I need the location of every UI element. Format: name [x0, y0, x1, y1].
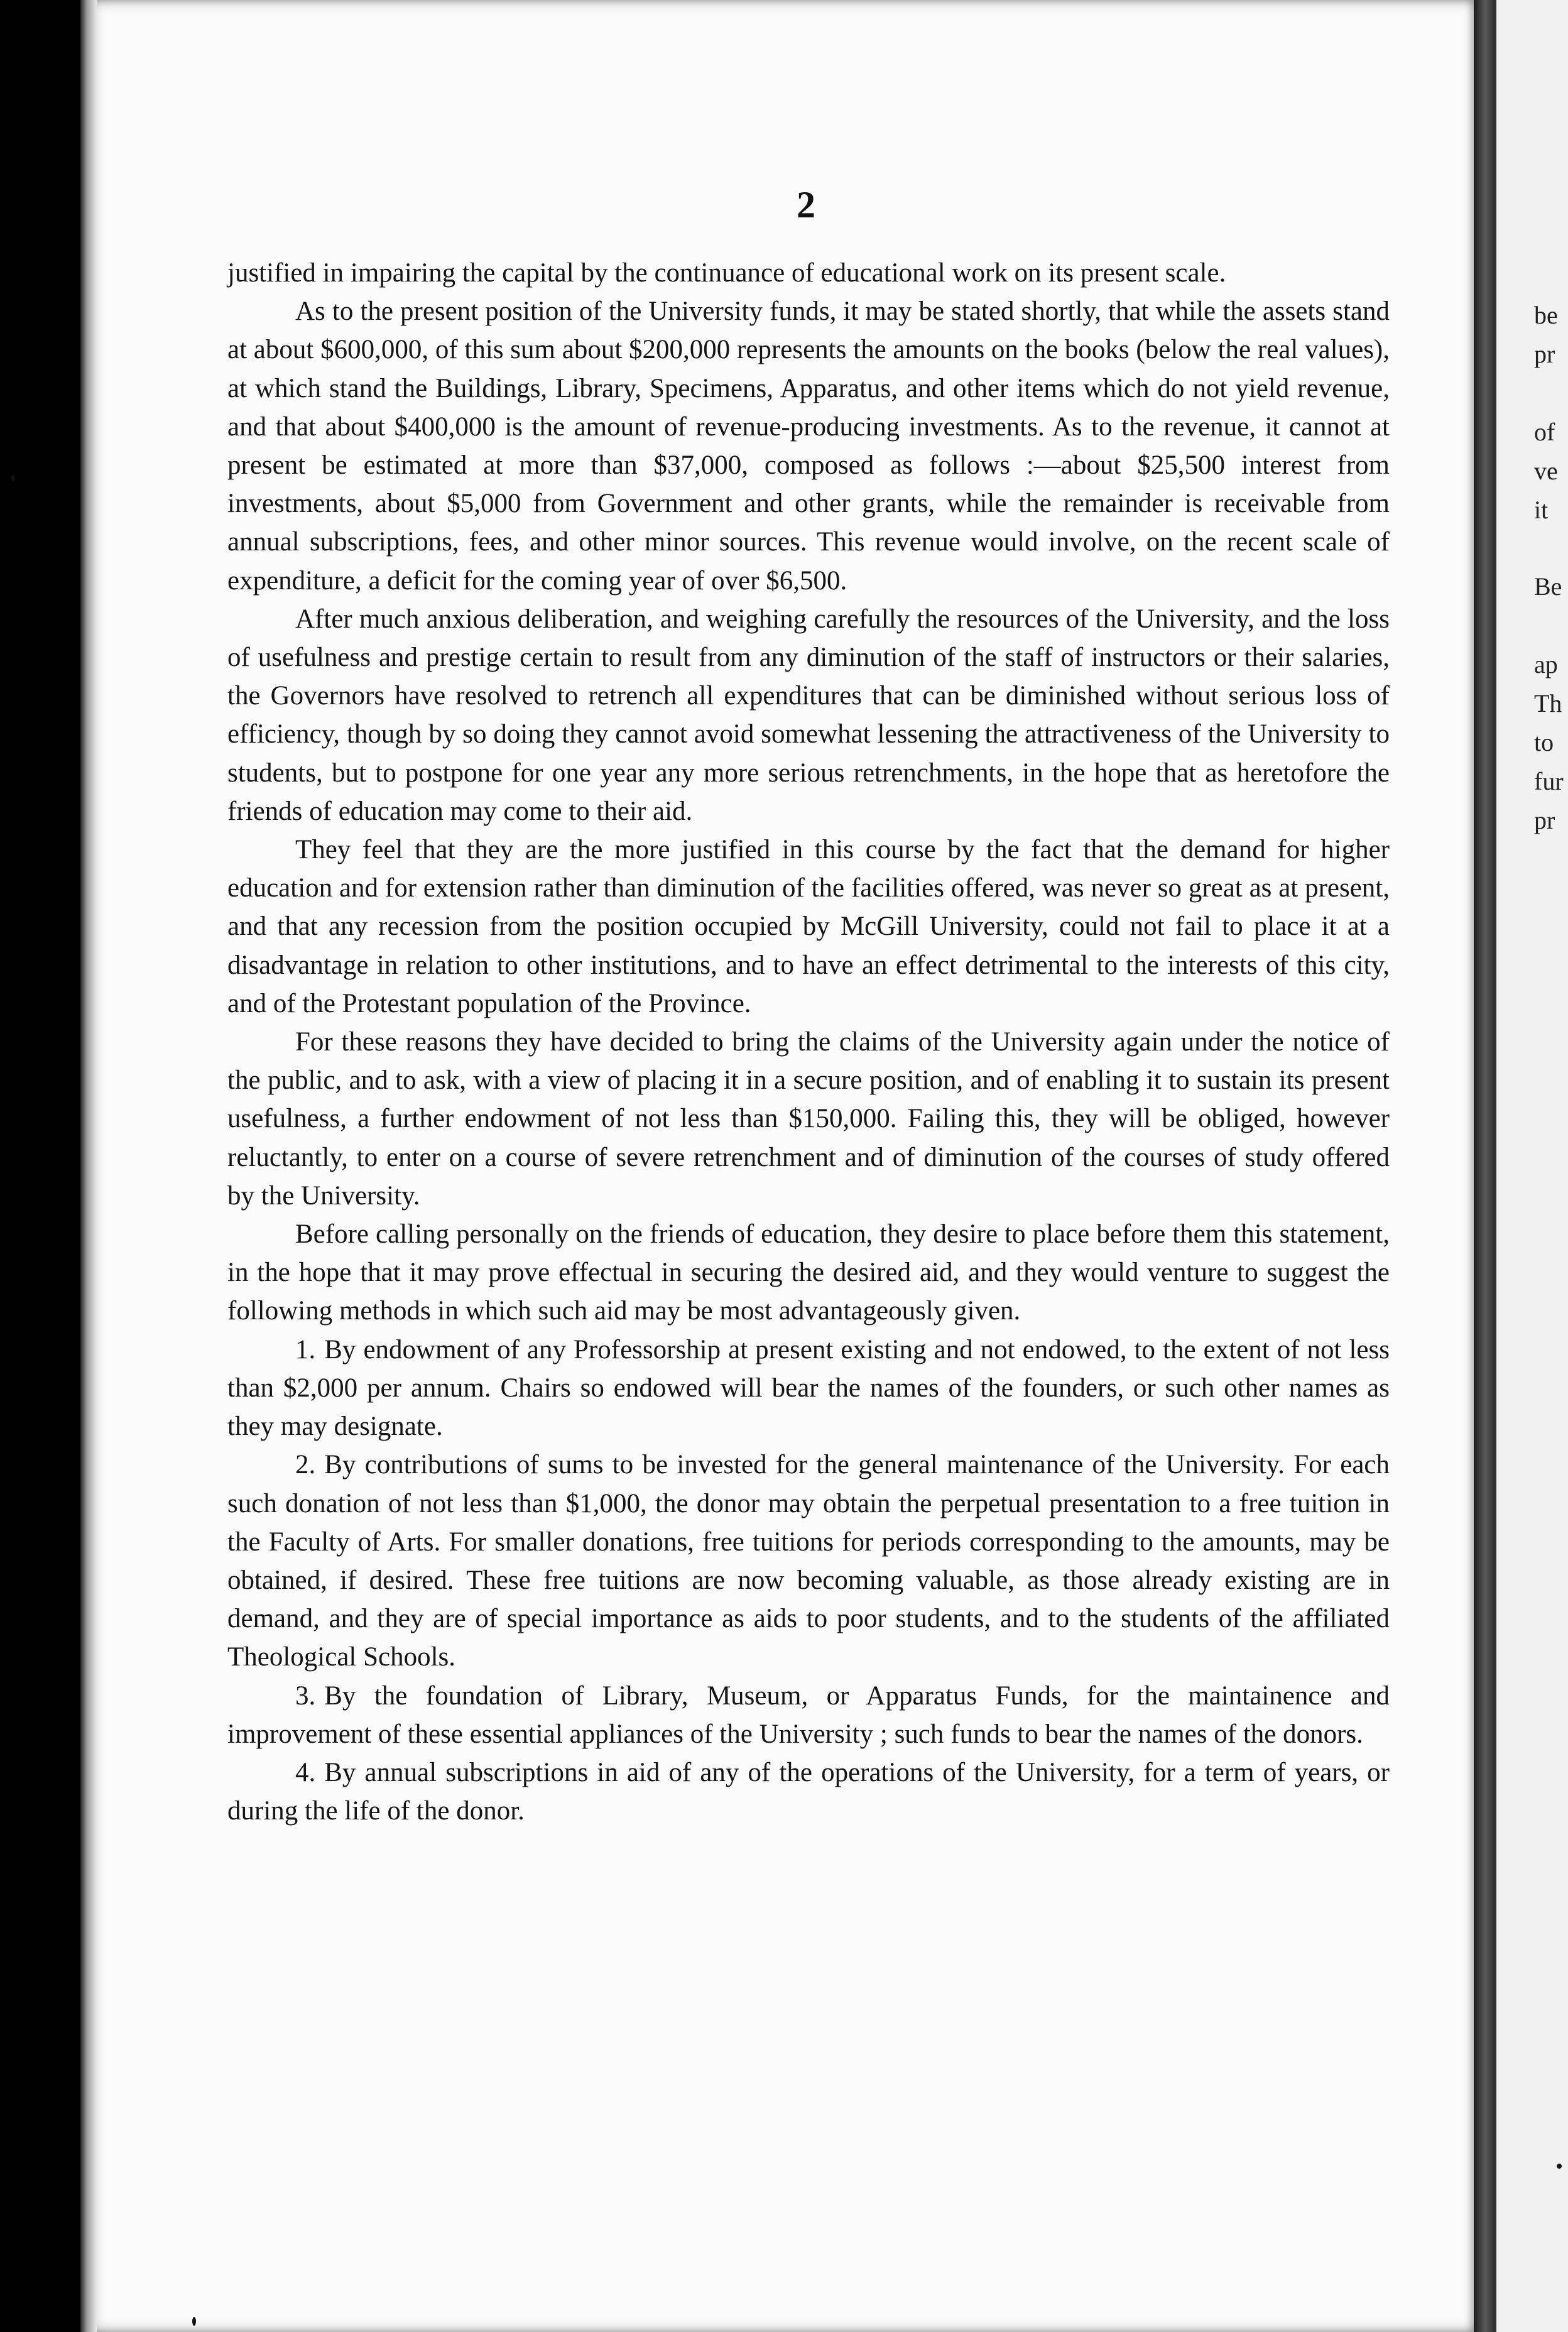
paragraph-justification: They feel that they are the more justified in this course by the fact that the demand for higher education and for extension rather than diminution of the facilities offered, was never so great as at present, and that any recession from the position occupied by McGill University, could not fail to place it at a disadvantage in relation to other institutions, and to have an effect detrimental to the interests of this city, and of the Protestant population of the Province.	[227, 835, 1390, 1018]
facing-fragment: to	[1534, 728, 1554, 756]
facing-fragment: ap	[1534, 650, 1558, 678]
paragraph-methods-intro: Before calling personally on the friends of education, they desire to place before them this statement, in the hope that it may prove effectual in securing the desired aid, and they would venture to suggest the following methods in which such aid may be most advantageously given.	[227, 1219, 1390, 1326]
facing-fragment: it	[1534, 496, 1549, 524]
method-item-number: 4.	[295, 1757, 316, 1787]
facing-fragment: be	[1534, 301, 1558, 329]
method-item-text: By annual subscriptions in aid of any of the operations of the University, for a term of years, or during the life of the donor.	[227, 1757, 1390, 1826]
method-item-number: 3.	[295, 1681, 316, 1711]
scan-speck	[192, 2317, 196, 2326]
page-body	[227, 254, 1390, 1830]
facing-fragment: ve	[1534, 457, 1558, 485]
paragraph-funds-position: As to the present position of the University funds, it may be stated shortly, that while the assets stand at about $600,000, of this sum about $200,000 represents the amounts on the books (below the real values), at which stand the Buildings, Library, Specimens, Apparatus, and other items which do not yield revenue, and that about $400,000 is the amount of revenue-producing investments. As to the revenue, it cannot at present be estimated at more than $37,000, composed as follows :—about $25,500 interest from investments, about $5,000 from Government and other grants, while the remainder is receivable from annual subscriptions, fees, and other minor sources. This revenue would involve, on the recent scale of expenditure, a deficit for the coming year of over $6,500.	[227, 297, 1390, 596]
page-binding-shadow	[80, 0, 97, 2332]
page-number: 2	[797, 184, 815, 226]
method-item-text: By the foundation of Library, Museum, or Apparatus Funds, for the maintainence and improvement of these essential appliances of the University ; such funds to bear the names of the donors.	[227, 1681, 1390, 1749]
method-item	[227, 1753, 1390, 1830]
paragraph-continuation: justified in impairing the capital by the continuance of educational work on its present scale.	[227, 258, 1226, 288]
facing-fragment: pr	[1534, 340, 1555, 368]
facing-fragment: Th	[1534, 689, 1562, 717]
facing-fragment: fur	[1534, 767, 1564, 795]
book-gutter	[1474, 0, 1496, 2332]
method-item	[227, 1331, 1390, 1446]
paragraph-endowment-request: For these reasons they have decided to bring the claims of the University again under the notice of the public, and to ask, with a view of placing it in a secure position, and of enabling it to sustain its present usefulness, a further endowment of not less than $150,000. Failing this, they will be obliged, however reluctantly, to enter on a course of severe retrenchment and of diminution of the courses of study offered by the University.	[227, 1027, 1390, 1211]
facing-fragment: pr	[1534, 806, 1555, 834]
facing-fragment: Be	[1534, 572, 1562, 601]
scan-speck	[1557, 2164, 1562, 2169]
method-item-text: By contributions of sums to be invested for the general maintenance of the University. For each such donation of not less than $1,000, the donor may obtain the perpetual presentation to a free tuition in the Faculty of Arts. For smaller donations, free tuitions for periods corresponding to the amounts, may be obtained, if desired. These free tuitions are now becoming valuable, as those already existing are in demand, and they are of special importance as aids to poor students, and to the students of the affiliated Theological Schools.	[227, 1450, 1390, 1672]
method-item-text: By endowment of any Professorship at present existing and not endowed, to the extent of not less than $2,000 per annum. Chairs so endowed will bear the names of the founders, or such other names as they may designate.	[227, 1334, 1390, 1442]
method-item-number: 1.	[295, 1334, 316, 1365]
facing-page-edge	[1496, 0, 1568, 2332]
method-item	[227, 1446, 1390, 1676]
facing-fragment: of	[1534, 418, 1555, 446]
method-item-number: 2.	[295, 1450, 316, 1480]
method-item	[227, 1677, 1390, 1753]
scan-speck	[11, 475, 15, 481]
paragraph-deliberation: After much anxious deliberation, and weighing carefully the resources of the University, and the loss of usefulness and prestige certain to result from any diminution of the staff of instructors or their salaries, the Governors have resolved to retrench all expenditures that can be diminished without serious loss of efficiency, though by so doing they cannot avoid somewhat lessening the attractiveness of the University to students, but to postpone for one year any more serious retrenchments, in the hope that as heretofore the friends of education may come to their aid.	[227, 604, 1390, 826]
